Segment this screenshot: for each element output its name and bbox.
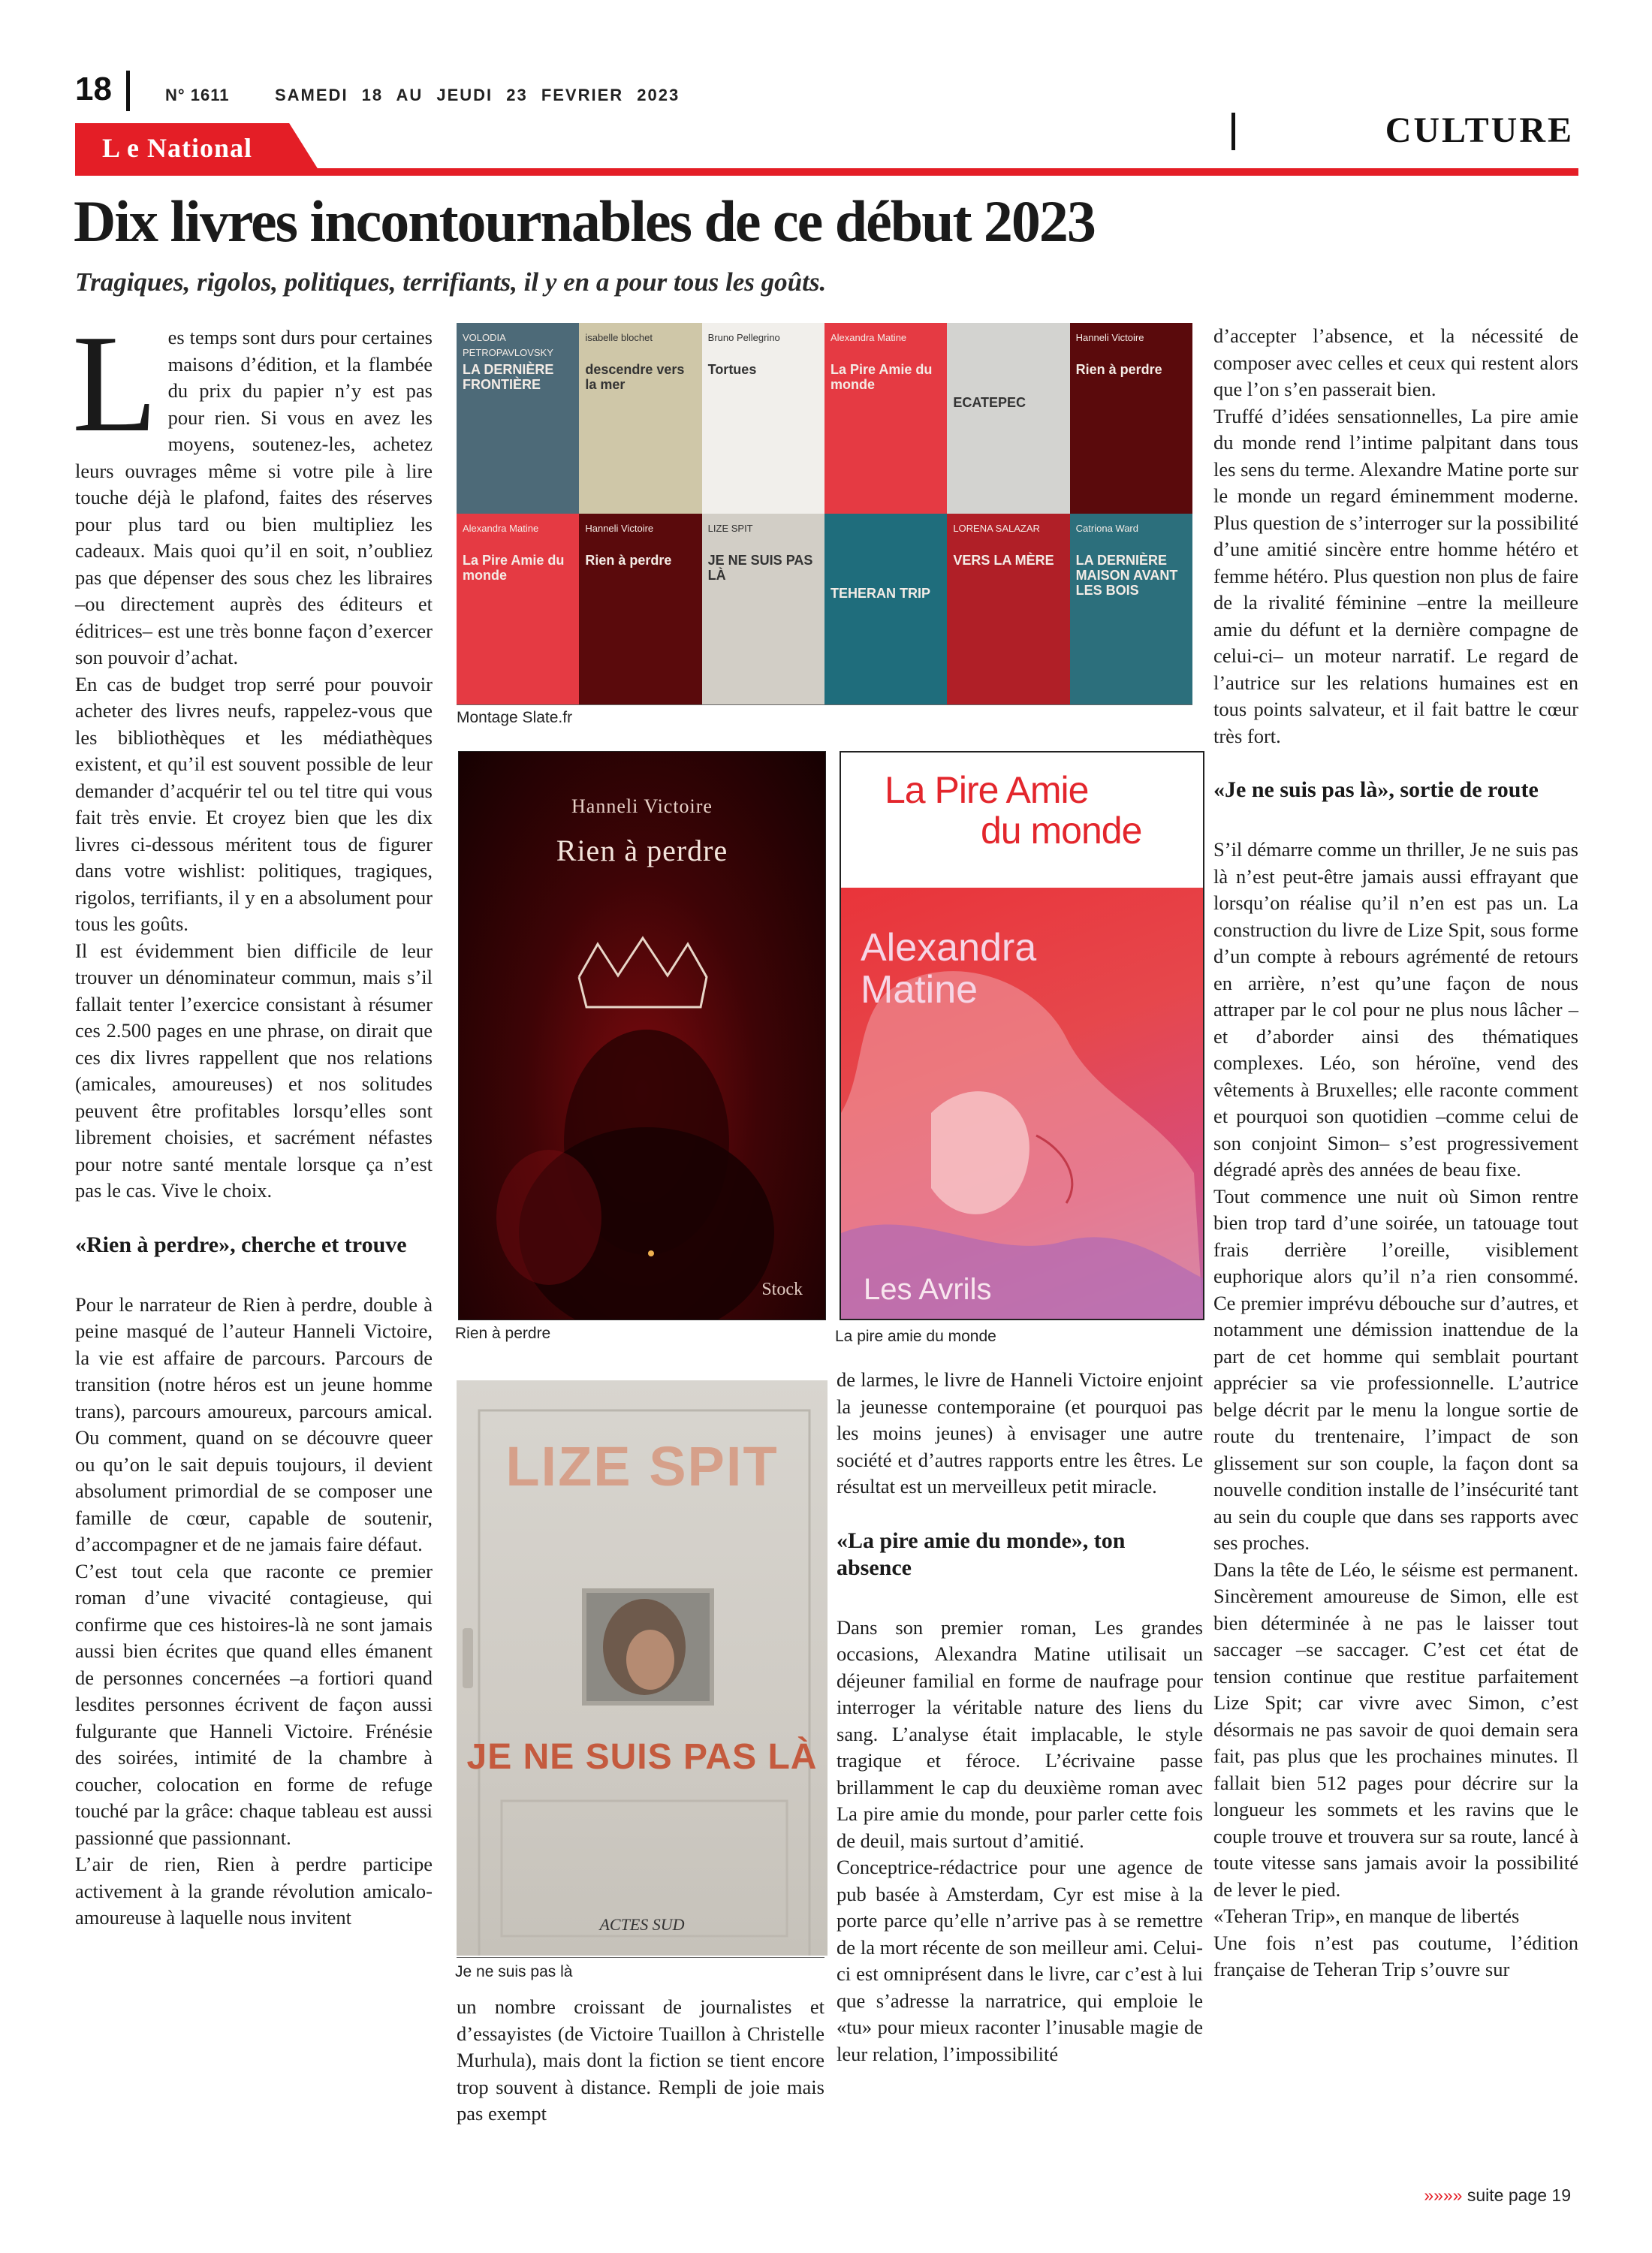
montage-cover-title: LA DERNIÈRE FRONTIÈRE xyxy=(463,362,554,392)
text-column-2-bottom xyxy=(457,1994,824,2128)
cover-publisher: ACTES SUD xyxy=(599,1915,685,1934)
cover-rien-a-perdre xyxy=(458,751,826,1320)
montage-cover xyxy=(824,514,947,704)
paragraph: Conceptrice-rédactrice pour une agence de pub basée à Amsterdam, Cyr est mise à la porte parce qu’elle n’arrive pas à se remettre de la mort récente de son meilleur ami. Celui-ci est omniprésent dans le livre, car c’est à lui que s’adresse la narratrice, qui emploie le «tu» pour mieux raconter l’inusable magie de leur relation, l’impossibilité xyxy=(837,1856,1203,2065)
montage-cover xyxy=(702,323,824,514)
montage-cover-author: LORENA SALAZAR xyxy=(953,523,1040,534)
section-heading-rien: «Rien à perdre», cherche et trouve xyxy=(75,1232,407,1257)
rien-caption: Rien à perdre xyxy=(455,1325,551,1342)
text-column-1 xyxy=(72,306,433,1932)
montage-cover-title: ECATEPEC xyxy=(953,395,1026,410)
cover-publisher: Les Avrils xyxy=(864,1273,992,1306)
cover-title-line2: du monde xyxy=(981,810,1142,852)
paragraph: Dans la tête de Léo, le séisme est permanent. Sincèrement amoureuse de Simon, elle est bien déterminée à ne pas le laisser tout saccager –se saccager. C’est cet état de tension continue que restitue parfaitement Lize Spit; car vivre avec Simon, c’est désormais ne pas savoir de quoi demain sera fait, pas plus que les prochaines minutes. Il fallait bien 512 pages pour décrire sur la longueur les sommets et les ravins que le couple trouve et trouvera sur sa route, lancé à toute vitesse sans jamais avoir la possibilité de lever le pied. xyxy=(1213,1558,1578,1901)
cover-title: Rien à perdre xyxy=(556,834,728,867)
montage-cover-author: Alexandra Matine xyxy=(830,332,907,343)
paragraph: C’est tout cela que raconte ce premier roman d’une vivacité contagieuse, qui confirme que ces histoires-là ne sont jamais aussi bien écrites que quand elles émanent de personnes concernées –a fortiori quand lesdites personnes écrivent de façon aussi fulgurante que Hanneli Victoire. Frénésie des soirées, intimité de la chambre à coucher, colocation en forme de refuge touché par la grâce: chaque tableau est aussi passionné que passionnant. xyxy=(75,1559,433,1849)
paragraph: En cas de budget trop serré pour pouvoir acheter des livres neufs, rappelez-vous que les bibliothèques et les médiathèques existent, et qu’il est souvent possible de leur demander d’acquérir tel ou tel titre qui vous fait très envie. Et croyez bien que les dix livres ci-dessous méritent tous de figurer dans votre wishlist: politiques, tragiques, rigolos, terrifiants, il y en a absolument pour tous les goûts. xyxy=(75,672,433,935)
paragraph: Une fois n’est pas coutume, l’édition française de Teheran Trip s’ouvre sur xyxy=(1213,1931,1578,1980)
page-number: 18 xyxy=(75,71,112,107)
montage-cover-author: LIZE SPIT xyxy=(707,523,753,534)
paragraph: «Teheran Trip», en manque de libertés xyxy=(1213,1905,1520,1927)
montage-cover-title: Rien à perdre xyxy=(1075,362,1162,377)
montage-cover-title: JE NE SUIS PAS LÀ xyxy=(707,553,813,583)
issue-date: SAMEDI 18 AU JEUDI 23 FEVRIER 2023 xyxy=(275,86,680,104)
montage-cover-author: Hanneli Victoire xyxy=(1075,332,1144,343)
brand-logo: L e National xyxy=(102,133,253,163)
paragraph: de larmes, le livre de Hanneli Victoire enjoint la jeunesse contemporaine (et pourquoi pas les moins jeunes) à envisager une autre société et d’autres rapports entre les êtres. Le résultat est un merveilleux petit miracle. xyxy=(837,1368,1203,1497)
montage-cover-author: Catriona Ward xyxy=(1075,523,1138,534)
montage-cover-title: LA DERNIÈRE MAISON AVANT LES BOIS xyxy=(1075,553,1178,598)
montage-cover-title: La Pire Amie du monde xyxy=(830,362,933,392)
paragraph: un nombre croissant de journalistes et d’essayistes (de Victoire Tuaillon à Christelle Murhula), mais dont la fiction se tient encore trop souvent à distance. Rempli de joie mais pas exempt xyxy=(457,1995,824,2125)
section-title: CULTURE xyxy=(1385,110,1574,150)
paragraph: S’il démarre comme un thriller, Je ne suis pas là n’est peut-être jamais aussi effrayant que lorsqu’on réalise qu’il n’en est pas un. La construction du livre de Lize Spit, sous forme d’un compte à rebours agrémenté de retours en arrière, n’est qu’une façon de nous attraper par le col pour ne plus nous lâcher –et d’aborder ainsi des thématiques complexes. Léo, son héroïne, vend des vêtements à Bruxelles; elle raconte comment et pourquoi son quotidien –comme celui de son conjoint Simon– s’est progressivement dégradé après des années de beau fixe. xyxy=(1213,838,1578,1181)
cover-author: LIZE SPIT xyxy=(505,1435,779,1497)
paragraph: Il est évidemment bien difficile de leur trouver un dénominateur commun, mais s’il fallait tenter l’exercice consistant à résumer ces 2.500 pages en une phrase, on dirait que ces dix livres rappellent que nos relations (amicales, amoureuses) et nos solitudes peuvent être profitables lorsqu’elles sont librement choisies, et sacrément néfastes pour notre santé mentale lorsque ça n’est pas le cas. Vive le choix. xyxy=(75,939,433,1202)
cover-je-ne-suis-pas-la xyxy=(457,1380,828,1956)
montage-cover-title: Tortues xyxy=(707,362,757,377)
book-cover-montage xyxy=(457,323,1192,704)
montage-cover xyxy=(824,323,947,514)
paragraph: Tout commence une nuit où Simon rentre bien trop tard d’une soirée, un tatouage tout frais derrière l’oreille, visiblement euphorique alors qu’il n’a rien consommé. Ce premier imprévu débouche sur d’autres, et notamment une démission inattendue de la part de cet homme qui semblait pourtant apprécier sa vie professionnelle. L’autrice belge décrit par le menu la longue sortie de route du trentenaire, l’impact de son glissement sur son couple, la façon dont sa nouvelle condition installe de l’insécurité tant au sein du couple que dans ses rapports avec ses proches. xyxy=(1213,1184,1578,1554)
text-column-3 xyxy=(837,1367,1203,2068)
montage-cover-author: VOLODIA PETROPAVLOVSKY xyxy=(463,332,553,358)
montage-cover-author: isabelle blochet xyxy=(585,332,653,343)
montage-cover xyxy=(579,514,701,704)
continuation-arrows: »»»» xyxy=(1424,2185,1463,2205)
montage-rule xyxy=(457,704,1192,705)
cover-title-line1: La Pire Amie xyxy=(885,769,1089,811)
pire-caption: La pire amie du monde xyxy=(835,1328,996,1345)
section-heading-pire: «La pire amie du monde», ton absence xyxy=(837,1528,1126,1580)
header-rule xyxy=(75,168,1578,176)
paragraph: Truffé d’idées sensationnelles, La pire amie du monde rend l’intime palpitant dans tous les sens du terme. Alexandre Matine porte sur le monde un regard éminemment moderne. Plus question de s’interroger sur la possibilité d’une amitié sincère entre homme hétéro et femme hétéro. Plus question non plus de faire de la rivalité féminine –entre la meilleure amie du défunt et la dernière compagne de celui-ci– un moteur narratif. Le regard de l’autrice sur les relations humaines est en tous points salvateur, et il fait battre le cœur très fort. xyxy=(1213,404,1578,747)
montage-cover-title: TEHERAN TRIP xyxy=(830,586,930,601)
montage-cover xyxy=(579,323,701,514)
continuation-text: suite page 19 xyxy=(1467,2185,1571,2205)
cover-author: Hanneli Victoire xyxy=(571,795,713,817)
montage-cover-title: descendre vers la mer xyxy=(585,362,685,392)
cover-publisher: Stock xyxy=(761,1280,803,1299)
section-divider xyxy=(1231,113,1235,150)
paragraph: Pour le narrateur de Rien à perdre, double à peine masqué de l’auteur Hanneli Victoire, la vie est affaire de parcours. Parcours de transition (notre héros est un jeune homme trans), parcours amoureux, parcours amical. Ou comment, quand on se découvre queer ou qu’on le sait depuis toujours, il devient absolument primordial de se composer une famille de cœur, capable de soutenir, d’accompagner et de ne jamais faire défaut. xyxy=(75,1292,433,1555)
paragraph: Dans son premier roman, Les grandes occasions, Alexandra Matine utilisait un déjeuner familial en forme de naufrage pour interroger la véritable nature des liens du sang. L’analyse était implacable, le style tragique et féroce. L’écrivaine passe brillamment le cap du deuxième roman avec La pire amie du monde, pour parler cette fois de deuil, mais surtout d’amitié. xyxy=(837,1615,1203,1852)
montage-cover-title: Rien à perdre xyxy=(585,553,672,568)
cover-author: Alexandra Matine xyxy=(861,926,1037,1012)
montage-cover xyxy=(1070,514,1192,704)
lize-caption: Je ne suis pas là xyxy=(455,1963,573,1980)
issue-number: N° 1611 xyxy=(165,86,230,104)
article-subtitle: Tragiques, rigolos, politiques, terrifiants, il y en a pour tous les goûts. xyxy=(75,267,827,297)
lize-rule xyxy=(457,1957,824,1958)
text-column-4 xyxy=(1213,323,1578,1983)
montage-cover xyxy=(1070,323,1192,514)
intro-paragraph xyxy=(72,306,433,671)
montage-cover-author: Hanneli Victoire xyxy=(585,523,654,534)
montage-cover-title: La Pire Amie du monde xyxy=(463,553,565,583)
cover-title: JE NE SUIS PAS LÀ xyxy=(466,1737,818,1777)
continuation-link[interactable] xyxy=(1424,2185,1571,2206)
page-number-divider xyxy=(126,71,130,111)
paragraph: d’accepter l’absence, et la nécessité de composer avec celles et ceux qui restent alors que l’on s’en passerait bien. xyxy=(1213,324,1578,400)
paragraph: L’air de rien, Rien à perdre participe activement à la grande révolution amicalo-amoureuse à laquelle nous invitent xyxy=(75,1853,433,1929)
montage-caption: Montage Slate.fr xyxy=(457,709,573,726)
drop-cap: L xyxy=(72,306,158,461)
section-heading-lize: «Je ne suis pas là», sortie de route xyxy=(1213,777,1539,802)
montage-cover xyxy=(702,514,824,704)
montage-cover xyxy=(947,514,1069,704)
montage-cover-author: Bruno Pellegrino xyxy=(707,332,780,343)
montage-cover xyxy=(457,323,579,514)
montage-cover-title: VERS LA MÈRE xyxy=(953,553,1054,568)
cover-la-pire-amie xyxy=(840,751,1204,1320)
montage-cover-author: Alexandra Matine xyxy=(463,523,539,534)
montage-cover xyxy=(947,323,1069,514)
article-title: Dix livres incontournables de ce début 2023 xyxy=(74,189,1095,254)
montage-cover xyxy=(457,514,579,704)
paragraph-text: es temps sont durs pour certaines maisons d’édition, et la flambée du prix du papier n’y est pas pour rien. Si vous en avez les moyens, soutenez-les, achetez leurs ouvrages même si votre pile à lire touche déjà le plafond, faites des réserves pour plus tard ou bien multipliez les cadeaux. Mais quoi qu’il en soit, n’oubliez pas que dépenser des sous chez les libraires –ou directement auprès des éditeurs et éditrices– est une très bonne façon d’exercer son pouvoir d’achat. xyxy=(75,326,433,668)
